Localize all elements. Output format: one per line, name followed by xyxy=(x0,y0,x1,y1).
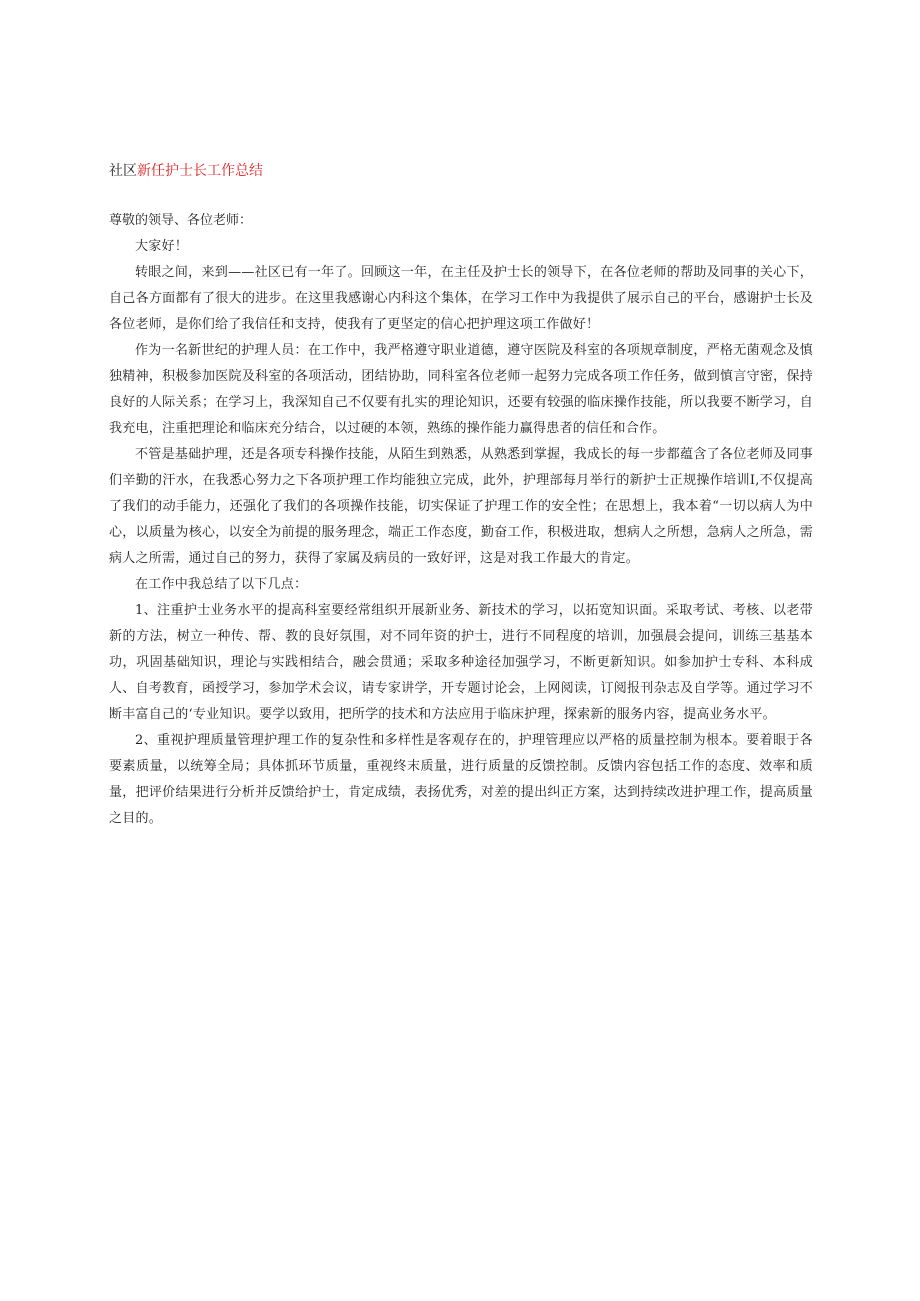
summary-point-2: 2、重视护理质量管理护理工作的复杂性和多样性是客观存在的，护理管理应以严格的质量控制为根本。要着眼于各要素质量，以统筹全局；具体抓环节质量，重视终末质量，进行质量的反馈控制。反馈内容包括工作的态度、效率和质量，把评价结果进行分析并反馈给护士，肯定成绩，表扬优秀，对差的提出纠正方案，达到持续改进护理工作，提高质量之目的。 xyxy=(109,733,813,826)
document-page xyxy=(109,160,813,832)
summary-point-1: 1、注重护士业务水平的提高科室要经常组织开展新业务、新技术的学习，以拓宽知识面。采取考试、考核、以老带新的方法，树立一种传、帮、教的良好氛围，对不同年资的护士，进行不同程度的培训，加强晨会提问，训练三基基本功，巩固基础知识，理论与实践相结合，融会贯通；采取多种途径加强学习，不断更新知识。如参加护士专科、本科成人、自考教育，函授学习，参加学术会议，请专家讲学，开专题讨论会，上网阅读，订阅报刊杂志及自学等。通过学习不断丰富自己的‘专业知识。要学以致用，把所学的技术和方法应用于临床护理，探索新的服务内容，提高业务水平。 xyxy=(109,603,813,722)
body-paragraph: 转眼之间，来到——社区已有一年了。回顾这一年，在主任及护士长的领导下，在各位老师的帮助及同事的关心下，自己各方面都有了很大的进步。在这里我感谢心内科这个集体，在学习工作中为我提供了展示自己的平台，感谢护士长及各位老师，是你们给了我信任和支持，使我有了更坚定的信心把护理这项工作做好！ xyxy=(109,265,813,332)
salutation: 尊敬的领导、各位老师： xyxy=(109,213,253,228)
summary-intro-paragraph: 在工作中我总结了以下几点： xyxy=(135,577,308,592)
title-main: 新任护士长工作总结 xyxy=(137,163,263,179)
title-prefix: 社区 xyxy=(109,163,137,179)
document-title xyxy=(109,160,813,182)
body-paragraph: 作为一名新世纪的护理人员：在工作中，我严格遵守职业道德，遵守医院及科室的各项规章制度，严格无菌观念及慎独精神，积极参加医院及科室的各项活动，团结协助，同科室各位老师一起努力完成各项工作任务，做到慎言守密，保持良好的人际关系；在学习上，我深知自己不仅要有扎实的理论知识，还要有较强的临床操作技能，所以我要不断学习，自我充电，注重把理论和临床充分结合，以过硬的本领，熟练的操作能力赢得患者的信任和合作。 xyxy=(109,343,813,436)
body-paragraph: 不管是基础护理，还是各项专科操作技能，从陌生到熟悉，从熟悉到掌握，我成长的每一步都蕴含了各位老师及同事们辛勤的汗水，在我悉心努力之下各项护理工作均能独立完成，此外，护理部每月举行的新护士正规操作培训I,不仅提高了我们的动手能力，还强化了我们的各项操作技能，切实保证了护理工作的安全性；在思想上，我本着“一切以病人为中心，以质量为核心，以安全为前提的服务理念，端正工作态度，勤奋工作，积极进取，想病人之所想，急病人之所急，需病人之所需，通过自己的努力，获得了家属及病员的一致好评，这是对我工作最大的肯定。 xyxy=(109,447,813,566)
greeting-paragraph: 大家好！ xyxy=(135,239,189,254)
